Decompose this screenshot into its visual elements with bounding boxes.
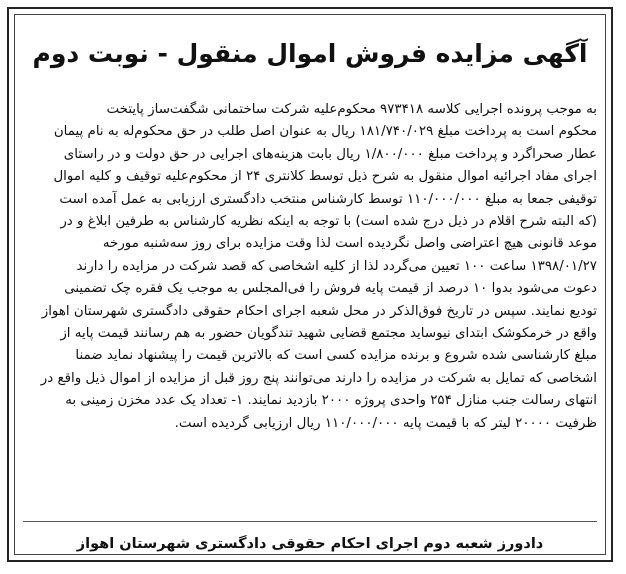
body-line: توقیفی جمعا به مبلغ ۱۱۰/۰۰۰/۰۰۰ توسط کارشناس منتخب دادگستری ارزیابی به عمل آمده است (59, 191, 597, 207)
body-line: ۱۳۹۸/۰۱/۲۷ ساعت ۱۰۰ تعیین می‌گردد لذا از کلیه اشخاصی که قصد شرکت در مزایده را دارند (76, 258, 597, 274)
footer-divider (23, 521, 597, 522)
notice-frame (7, 7, 613, 562)
notice-body (25, 99, 597, 435)
body-line: دعوت می‌شود بدوا ۱۰ درصد از قیمت پایه فروش را فی‌المجلس به موجب یک فقره چک تضمینی (64, 281, 597, 297)
body-line: عطار صحراگرد و پرداخت مبلغ ۱/۸۰۰/۰۰۰ ریال بابت هزینه‌های اجرایی در حق دولت و در راستای (63, 146, 597, 162)
notice-title: آگهی مزایده فروش اموال منقول - نوبت دوم (32, 39, 588, 68)
body-line: به موجب پرونده اجرایی کلاسه ۹۷۳۴۱۸ محکوم‌علیه شرکت ساختمانی شگفت‌ساز پایتخت (106, 102, 597, 117)
body-line: اجرای مفاد اجرائیه اموال منقول به شرح ذیل توسط کلانتری ۲۴ از محکوم‌علیه توقیف و کلیه اموال (53, 169, 597, 185)
body-line: موعد قانونی هیچ اعتراضی واصل نگردیده است لذا وقت مزایده برای روز سه‌شنبه مورخه (102, 236, 597, 252)
body-line: واقع در خرمکوشک ابتدای نیوساید مجتمع قضایی شهید تندگویان حضور به هم رسانند قیمت پایه از (60, 326, 597, 342)
body-line: تودیع نمایند. سپس در تاریخ فوق‌الذکر در محل شعبه اجرای احکام حقوقی دادگستری شهرستان اهواز (41, 303, 597, 319)
body-line: اشخاصی که تمایل به شرکت در مزایده را دارند می‌توانند پنج روز قبل از مزایده از اموال ذیل واقع در (40, 370, 597, 386)
body-line: انتهای رسالت جنب منازل ۲۵۴ واحدی پروژه ۲۰۰۰ بازدید نمایند. ۱- تعداد یک عدد مخزن زمینی به (65, 393, 597, 409)
body-line: (که البته شرح اقلام در ذیل درج شده است) با توجه به اینکه نظریه کارشناس به طرفین ابلاغ و در (60, 214, 597, 230)
body-line: مبلغ کارشناسی شده شروع و برنده مزایده کسی است که بالاترین قیمت را پیشنهاد نماید ضمنا (75, 348, 597, 364)
notice-signature: دادورز شعبه دوم اجرای احکام حقوقی دادگستری شهرستان اهواز (76, 536, 544, 552)
body-line: محکوم است به پرداخت مبلغ ۱۸۱/۷۴۰/۰۲۹ ریال به عنوان اصل طلب در حق محکوم‌له به نام پیمان (53, 124, 597, 140)
body-line: ظرفیت ۲۰۰۰۰ لیتر که با قیمت پایه ۱۱۰/۰۰۰/۰۰۰ ریال ارزیابی گردیده است. (174, 415, 597, 431)
